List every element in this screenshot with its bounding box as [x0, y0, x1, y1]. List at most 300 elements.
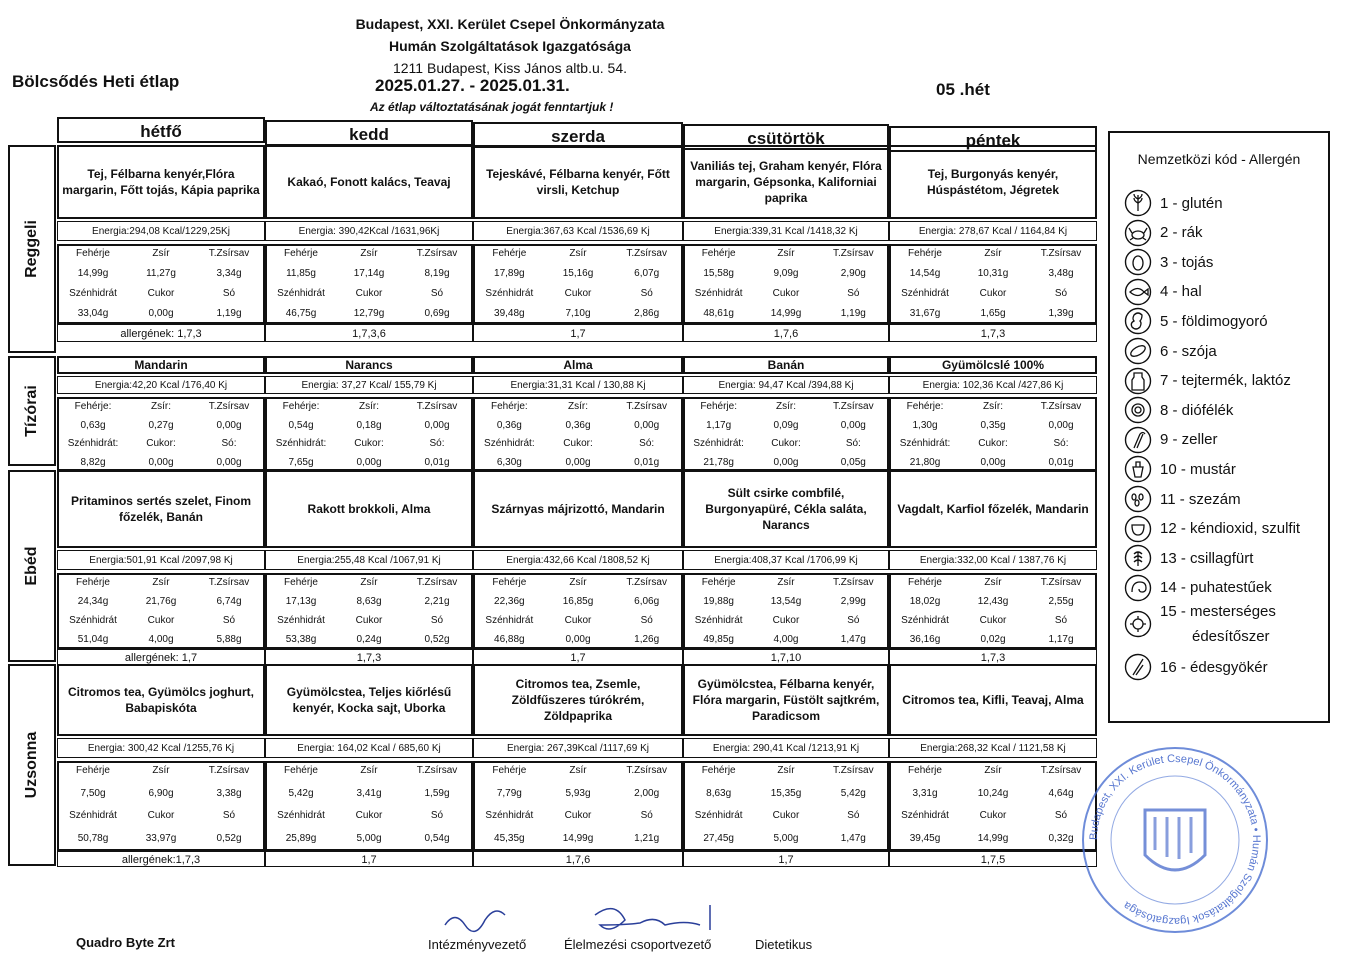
day-header-2: kedd — [265, 120, 473, 146]
nutrient-label: Fehérje — [76, 765, 110, 776]
nutrient-value: 3,41g — [356, 787, 382, 799]
legend-item — [1124, 248, 1213, 276]
nutrient-label: Szénhidrát — [901, 615, 949, 626]
legend-item — [1124, 653, 1268, 681]
nutrient-label: Zsír: — [359, 401, 379, 412]
energy-value: Energia:408,37 Kcal /1706,99 Kj — [683, 550, 889, 570]
legend-label-line: 12 - kéndioxid, szulfit — [1160, 520, 1301, 538]
nutrient-value: 2,21g — [424, 596, 450, 607]
menu-cell — [265, 356, 473, 466]
nutrition-row — [267, 810, 471, 821]
menu-cell — [57, 145, 265, 353]
allergen-codes: 1,7,5 — [889, 851, 1097, 867]
nutrient-label: Cukor: — [563, 438, 593, 449]
legend-label-line: 10 - mustár — [1160, 460, 1236, 478]
nutrient-label: Cukor — [564, 615, 592, 626]
energy-value: Energia:367,63 Kcal /1536,69 Kj — [473, 221, 683, 241]
nutrient-value: 51,04g — [77, 634, 109, 645]
nutrient-value: 4,00g — [773, 634, 799, 645]
energy-value: Energia:294,08 Kcal/1229,25Kj — [57, 221, 265, 241]
nutrient-label: Szénhidrát — [694, 288, 743, 299]
energy-value: Energia:339,31 Kcal /1418,32 Kj — [683, 221, 889, 241]
nutrient-value: 0,00g — [356, 456, 382, 468]
nutrition-row — [267, 401, 471, 412]
nutrient-label: Zsír: — [983, 401, 1003, 412]
nutrient-label: Szénhidrát — [69, 810, 117, 821]
nutrient-value: 5,88g — [216, 634, 242, 645]
nutrition-table — [683, 244, 889, 324]
nutrient-label: Cukor — [979, 810, 1007, 821]
nutrient-value: 2,55g — [1048, 596, 1074, 607]
meal-label-1 — [8, 145, 56, 353]
menu-cell — [57, 664, 265, 866]
nutrition-row — [685, 420, 887, 431]
nutrient-value: 1,59g — [424, 787, 450, 799]
nutrient-value: 14,99g — [562, 832, 594, 844]
nutrition-row — [59, 634, 263, 645]
meal-name: Reggeli — [23, 220, 40, 278]
nutrient-value: 6,06g — [634, 596, 660, 607]
menu-cell — [683, 470, 889, 662]
nutrition-row — [475, 401, 681, 412]
nutrient-value: 0,35g — [980, 419, 1006, 431]
nutrient-value: 4,00g — [148, 634, 174, 645]
nutrient-label: Cukor — [355, 288, 383, 299]
nutrition-row — [267, 577, 471, 588]
nutrient-label: T.Zsírsav — [626, 765, 667, 776]
nutrition-row — [475, 308, 681, 319]
nutrient-label: Fehérje — [908, 765, 942, 776]
nutrition-row — [475, 833, 681, 844]
nutrient-value: 7,79g — [496, 787, 522, 799]
nutrient-label: Só — [430, 615, 444, 626]
nutrition-row — [59, 457, 263, 468]
nutrient-value: 0,63g — [80, 419, 106, 431]
nutrition-row — [475, 268, 681, 279]
nutrient-value: 11,85g — [286, 268, 316, 279]
nutrient-value: 0,01g — [424, 456, 450, 468]
nutrient-label: Só — [640, 288, 653, 299]
egg-icon — [1124, 248, 1152, 276]
nutrient-value: 0,00g — [148, 456, 174, 468]
energy-value: Energia:42,20 Kcal /176,40 Kj — [57, 376, 265, 394]
nutrient-label: Szénhidrát — [694, 615, 743, 626]
nutrient-value: 0,00g — [1048, 419, 1074, 431]
day-header-4: csütörtök — [683, 124, 889, 150]
nutrient-label: Só — [1054, 288, 1068, 299]
nutrient-value: 15,58g — [703, 268, 734, 279]
legend-label-line: 7 - tejtermék, laktóz — [1160, 372, 1291, 390]
nutrient-label: T.Zsírsav — [1040, 765, 1082, 776]
nutrition-table — [265, 761, 473, 851]
week-number: 05 .hét — [936, 80, 990, 99]
nutrient-label: T.Zsírsav — [833, 765, 874, 776]
nutrition-row — [59, 288, 263, 299]
nut-icon — [1124, 396, 1152, 424]
nutrient-value: 12,43g — [977, 596, 1009, 607]
nutrition-row — [685, 248, 887, 259]
nutrient-label: Fehérje — [492, 765, 527, 776]
nutrient-value: 31,67g — [909, 308, 941, 319]
nutrient-label: Zsír — [152, 248, 170, 259]
legend-label — [1160, 431, 1218, 448]
nutrient-value: 17,89g — [494, 268, 525, 279]
nutrient-value: 3,34g — [216, 268, 242, 279]
energy-value: Energia:255,48 Kcal /1067,91 Kj — [265, 550, 473, 570]
nutrient-value: 0,54g — [424, 832, 450, 844]
nutrition-row — [685, 308, 887, 319]
legend-item — [1124, 574, 1272, 602]
legend-label-line: 8 - diófélék — [1160, 401, 1234, 419]
energy-value: Energia:432,66 Kcal /1808,52 Kj — [473, 550, 683, 570]
menu-cell — [473, 356, 683, 466]
nutrient-label: T.Zsírsav — [416, 248, 458, 259]
menu-items: Citromos tea, Zsemle, Zöldfűszeres túrókrém, Zöldpaprika — [473, 664, 683, 736]
meal-name: Ebéd — [23, 546, 40, 586]
nutrient-label: Fehérje: — [906, 401, 944, 412]
nutrient-label: Fehérje — [76, 248, 110, 259]
soy-icon — [1124, 337, 1152, 365]
legend-label — [1160, 579, 1272, 596]
allergen-codes: allergének: 1,7,3 — [57, 324, 265, 342]
nutrient-value: 1,17g — [706, 419, 732, 431]
nutrient-label: T.Zsírsav — [833, 401, 874, 412]
nutrition-row — [891, 615, 1095, 626]
fish-icon — [1124, 278, 1152, 306]
nutrient-value: 2,99g — [840, 596, 866, 607]
energy-value: Energia:332,00 Kcal / 1387,76 Kj — [889, 550, 1097, 570]
legend-label-line: 14 - puhatestűek — [1160, 579, 1272, 597]
nutrition-row — [891, 268, 1095, 279]
nutrition-table — [683, 761, 889, 851]
nutrient-label: Szénhidrát: — [693, 438, 744, 449]
nutrition-row — [891, 634, 1095, 645]
nutrition-table — [57, 397, 265, 471]
nutrition-row — [891, 438, 1095, 449]
legend-label-line: 2 - rák — [1160, 224, 1203, 242]
menu-cell — [889, 664, 1097, 866]
meal-name: Uzsonna — [23, 731, 40, 799]
nutrition-row — [685, 596, 887, 607]
legend-label — [1160, 313, 1268, 330]
nutrition-row — [267, 596, 471, 607]
menu-items: Vaniliás tej, Graham kenyér, Flóra margarin, Gépsonka, Kaliforniai paprika — [683, 145, 889, 219]
nutrient-label: Zsír — [777, 248, 795, 259]
nutrition-row — [891, 765, 1095, 776]
nutrient-label: T.Zsírsav — [833, 577, 874, 588]
nutrient-value: 14,99g — [770, 308, 802, 319]
nutrient-value: 6,07g — [634, 268, 660, 279]
org-line-2: Humán Szolgáltatások Igazgatósága — [389, 38, 631, 54]
legend-label-line: édesítőszer — [1192, 628, 1270, 646]
nutrient-value: 0,52g — [424, 634, 450, 645]
nutrient-label: Fehérje — [908, 577, 942, 588]
nutrient-value: 6,30g — [496, 456, 522, 468]
nutrient-value: 1,30g — [912, 419, 938, 431]
nutrition-row — [59, 765, 263, 776]
nutrient-value: 1,19g — [216, 308, 242, 319]
nutrient-label: Szénhidrát — [277, 810, 325, 821]
nutrient-value: 8,19g — [424, 268, 450, 279]
nutrition-row — [267, 615, 471, 626]
nutrient-label: Só — [847, 810, 860, 821]
crab-icon — [1124, 219, 1152, 247]
legend-label-line: 16 - édesgyökér — [1160, 658, 1268, 676]
nutrition-row — [267, 438, 471, 449]
nutrient-label: Só: — [1053, 438, 1069, 449]
nutrient-value: 0,00g — [840, 419, 866, 431]
legend-item — [1124, 426, 1218, 454]
nutrition-row — [891, 810, 1095, 821]
legend-label — [1160, 402, 1233, 419]
nutrient-label: Zsír — [777, 577, 795, 588]
nutrient-value: 5,42g — [288, 787, 314, 799]
nutrient-value: 1,26g — [634, 634, 660, 645]
nutrient-label: Cukor — [772, 810, 800, 821]
nutrition-table — [265, 397, 473, 471]
nutrient-label: T.Zsírsav — [626, 577, 667, 588]
nutrition-table — [57, 761, 265, 851]
legend-label — [1160, 254, 1213, 271]
nutrient-value: 0,01g — [634, 456, 660, 468]
day-header-3: szerda — [473, 122, 683, 148]
nutrient-label: Cukor — [979, 288, 1007, 299]
energy-value: Energia: 164,02 Kcal / 685,60 Kj — [265, 738, 473, 758]
nutrition-row — [475, 248, 681, 259]
sweetener-icon — [1124, 610, 1152, 638]
nutrient-value: 39,45g — [909, 832, 941, 844]
nutrient-label: Szénhidrát — [277, 615, 325, 626]
menu-items: Tej, Félbarna kenyér,Flóra margarin, Főtt tojás, Kápia paprika — [57, 145, 265, 219]
address: 1211 Budapest, Kiss János altb.u. 54. — [392, 60, 627, 76]
allergen-codes: 1,7,3 — [889, 324, 1097, 342]
nutrient-value: 8,82g — [80, 456, 106, 468]
nutrient-value: 0,36g — [565, 419, 591, 431]
legend-label-line: 3 - tojás — [1160, 253, 1214, 271]
nutrient-label: Szénhidrát — [277, 288, 325, 299]
org-line-1: Budapest, XXI. Kerület Csepel Önkormányzata — [355, 16, 665, 32]
nutrient-label: Fehérje — [284, 248, 318, 259]
nutrition-row — [59, 308, 263, 319]
nutrition-row — [475, 615, 681, 626]
nutrient-value: 5,93g — [565, 787, 591, 799]
nutrition-table — [57, 244, 265, 324]
nutrient-label: Zsír — [984, 248, 1002, 259]
legend-label-line: 5 - földimogyoró — [1160, 312, 1268, 330]
nutrient-value: 49,85g — [703, 634, 734, 645]
nutrient-value: 19,88g — [703, 596, 734, 607]
nutrition-row — [475, 596, 681, 607]
nutrient-value: 39,48g — [494, 308, 525, 319]
nutrient-label: Só — [430, 288, 444, 299]
nutrient-value: 15,35g — [770, 787, 802, 799]
nutrient-value: 33,04g — [77, 308, 109, 319]
nutrient-value: 5,00g — [773, 832, 799, 844]
nutrition-table — [473, 573, 683, 649]
day-header-5: péntek — [889, 126, 1097, 152]
nutrient-label: Cukor: — [354, 438, 384, 449]
nutrient-label: Só: — [639, 438, 655, 449]
nutrition-row — [891, 577, 1095, 588]
nutrient-label: Fehérje — [701, 577, 736, 588]
nutrition-table — [889, 573, 1097, 649]
nutrient-label: Szénhidrát: — [899, 438, 951, 449]
signature-catering-head: Élelmezési csoportvezető — [564, 937, 712, 952]
nutrient-value: 36,16g — [909, 634, 941, 645]
nutrient-value: 7,50g — [80, 787, 106, 799]
date-range: 2025.01.27. - 2025.01.31. — [375, 76, 570, 95]
nutrient-label: Zsír: — [568, 401, 588, 412]
menu-items: Gyümölcstea, Félbarna kenyér, Flóra margarin, Füstölt sajtkrém, Paradicsom — [683, 664, 889, 736]
nutrient-label: Só — [847, 615, 860, 626]
legend-label — [1160, 283, 1202, 300]
nutrient-label: Só — [1054, 615, 1068, 626]
nutrient-label: T.Zsírsav — [1040, 248, 1082, 259]
allergen-codes: 1,7,6 — [683, 324, 889, 342]
nutrient-value: 21,80g — [909, 456, 941, 468]
menu-cell — [889, 470, 1097, 662]
nutrient-value: 25,89g — [285, 832, 317, 844]
menu-items: Vagdalt, Karfiol főzelék, Mandarin — [889, 470, 1097, 548]
nutrient-value: 0,69g — [424, 308, 450, 319]
nutrition-row — [267, 833, 471, 844]
nutrient-value: 2,86g — [634, 308, 660, 319]
nutrient-value: 21,76g — [145, 596, 177, 607]
legend-item — [1124, 544, 1253, 572]
nutrient-value: 8,63g — [356, 596, 382, 607]
nutrient-value: 8,63g — [706, 787, 732, 799]
nutrient-label: T.Zsírsav — [626, 248, 667, 259]
nutrition-row — [475, 810, 681, 821]
nutrient-label: T.Zsírsav — [416, 577, 458, 588]
nutrient-value: 21,78g — [703, 456, 734, 468]
nutrition-row — [475, 765, 681, 776]
menu-items: Tej, Burgonyás kenyér, Húspástétom, Jégretek — [889, 145, 1097, 219]
signature-institution-head: Intézményvezető — [428, 937, 527, 952]
menu-items: Banán — [683, 356, 889, 374]
nutrition-table — [265, 573, 473, 649]
menu-cell — [473, 145, 683, 353]
nutrient-label: Cukor — [147, 615, 175, 626]
nutrient-value: 4,64g — [1048, 787, 1074, 799]
nutrient-label: Cukor — [772, 288, 800, 299]
nutrition-row — [685, 457, 887, 468]
legend-item — [1124, 396, 1233, 424]
nutrition-row — [267, 420, 471, 431]
nutrient-label: Cukor: — [771, 438, 801, 449]
nutrient-value: 0,02g — [980, 634, 1006, 645]
nutrient-value: 1,17g — [1048, 634, 1074, 645]
nutrition-row — [685, 615, 887, 626]
menu-cell — [889, 145, 1097, 353]
nutrient-value: 10,31g — [977, 268, 1009, 279]
energy-value: Energia: 267,39Kcal /1117,69 Kj — [473, 738, 683, 758]
nutrient-label: Só: — [845, 438, 861, 449]
nutrition-table — [683, 397, 889, 471]
menu-cell — [683, 145, 889, 353]
nutrient-value: 1,19g — [840, 308, 866, 319]
nutrition-row — [475, 288, 681, 299]
nutrient-label: Cukor — [147, 288, 175, 299]
menu-items: Sült csirke combfilé, Burgonyapüré, Cékla saláta, Narancs — [683, 470, 889, 548]
nutrient-value: 9,09g — [773, 268, 799, 279]
nutrient-label: Cukor — [564, 810, 592, 821]
nutrient-value: 16,85g — [562, 596, 594, 607]
menu-cell — [683, 356, 889, 466]
nutrient-value: 0,00g — [148, 308, 174, 319]
allergen-codes: 1,7 — [473, 649, 683, 665]
nutrient-label: Só — [640, 615, 653, 626]
nutrition-row — [891, 788, 1095, 799]
nutrient-value: 0,52g — [216, 832, 242, 844]
nutrition-row — [685, 788, 887, 799]
allergen-codes: 1,7,10 — [683, 649, 889, 665]
nutrient-label: T.Zsírsav — [1040, 401, 1082, 412]
nutrition-table — [473, 397, 683, 471]
menu-items: Gyümölcstea, Teljes kiőrlésű kenyér, Kocka sajt, Uborka — [265, 664, 473, 736]
legend-item — [1124, 189, 1223, 217]
nutrient-label: Szénhidrát: — [484, 438, 535, 449]
signature-dietitian: Dietetikus — [755, 937, 813, 952]
nutrient-label: Fehérje — [492, 577, 527, 588]
nutrient-label: Cukor — [772, 615, 800, 626]
nutrient-label: Szénhidrát — [485, 615, 534, 626]
nutrient-label: Zsír — [984, 577, 1002, 588]
nutrition-row — [685, 268, 887, 279]
menu-items: Narancs — [265, 356, 473, 374]
energy-value: Energia: 37,27 Kcal/ 155,79 Kj — [265, 376, 473, 394]
nutrient-label: Cukor — [355, 615, 383, 626]
nutrition-row — [59, 420, 263, 431]
nutrient-value: 0,00g — [424, 419, 450, 431]
nutrition-row — [59, 438, 263, 449]
nutrient-value: 0,00g — [216, 419, 242, 431]
nutrition-row — [267, 268, 471, 279]
nutrition-row — [891, 596, 1095, 607]
legend-label-line: 4 - hal — [1160, 283, 1202, 301]
nutrient-value: 45,35g — [494, 832, 525, 844]
nutrient-label: T.Zsírsav — [1040, 577, 1082, 588]
legend-item — [1124, 278, 1202, 306]
allergen-codes: 1,7 — [265, 851, 473, 867]
nutrient-value: 12,79g — [353, 308, 385, 319]
nutrition-row — [891, 288, 1095, 299]
energy-value: Energia: 300,42 Kcal /1255,76 Kj — [57, 738, 265, 758]
menu-cell — [683, 664, 889, 866]
menu-items: Citromos tea, Gyümölcs joghurt, Babapiskóta — [57, 664, 265, 736]
nutrient-value: 6,90g — [148, 787, 174, 799]
nutrient-label: Fehérje — [76, 577, 110, 588]
nutrition-row — [685, 833, 887, 844]
nutrient-value: 46,88g — [494, 634, 525, 645]
nutrient-label: Fehérje — [908, 248, 942, 259]
nutrition-table — [683, 573, 889, 649]
nutrient-label: Zsír — [569, 248, 587, 259]
celery-icon — [1124, 426, 1152, 454]
nutrient-value: 0,24g — [356, 634, 382, 645]
nutrition-row — [685, 288, 887, 299]
nutrition-row — [475, 457, 681, 468]
nutrient-value: 33,97g — [145, 832, 177, 844]
nutrient-label: Fehérje — [701, 248, 736, 259]
nutrient-label: T.Zsírsav — [208, 577, 250, 588]
legend-label — [1160, 195, 1223, 212]
nutrition-row — [267, 308, 471, 319]
legend-item — [1124, 367, 1291, 395]
allergen-codes: 1,7,3 — [265, 649, 473, 665]
nutrient-label: T.Zsírsav — [208, 248, 250, 259]
nutrition-row — [685, 438, 887, 449]
